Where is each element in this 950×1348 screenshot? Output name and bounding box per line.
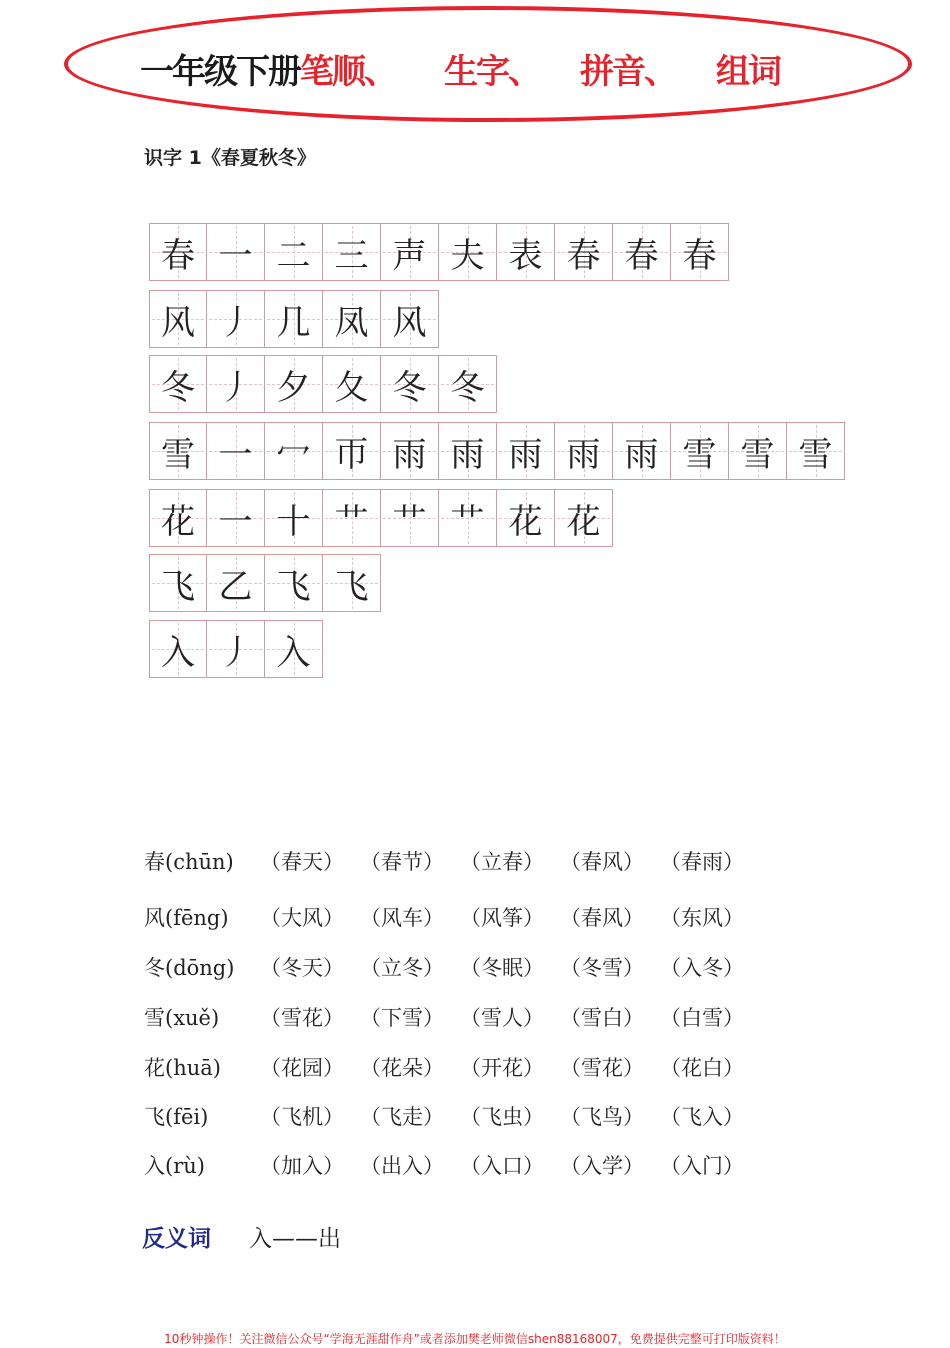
stroke-glyph: 雨 <box>566 434 601 475</box>
stroke-glyph: 三 <box>334 235 369 276</box>
stroke-glyph: 雪 <box>682 434 717 475</box>
stroke-cell-step <box>323 489 381 547</box>
stroke-cell-step <box>613 422 671 480</box>
stroke-glyph: 春 <box>566 235 601 276</box>
word-item: （飞虫） <box>460 1105 544 1129</box>
word-item: （出入） <box>360 1154 444 1178</box>
stroke-cell-step <box>323 223 381 281</box>
footer-note: 10秒钟操作！关注微信公众号“学海无涯甜作舟”或者添加樊老师微信shen88168007，免费提供完整可打印版资料！ <box>164 1332 786 1346</box>
stroke-row <box>149 223 729 281</box>
word-item: （入学） <box>560 1154 644 1178</box>
stroke-glyph: 丿 <box>218 302 253 343</box>
stroke-glyph: 夫 <box>450 235 485 276</box>
stroke-row <box>149 620 323 678</box>
stroke-glyph: 飞 <box>334 566 369 607</box>
stroke-glyph: 飞 <box>276 566 311 607</box>
word-item: （飞入） <box>660 1105 744 1129</box>
stroke-row <box>149 489 613 547</box>
word-item: （花朵） <box>360 1056 444 1080</box>
stroke-cell-char <box>149 355 207 413</box>
title-word-groups: 组词 <box>716 51 780 92</box>
word-item: （开花） <box>460 1056 544 1080</box>
word-item: （花白） <box>660 1056 744 1080</box>
word-item: （飞走） <box>360 1105 444 1129</box>
word-line <box>144 952 234 982</box>
word-item: （花园） <box>260 1056 344 1080</box>
stroke-cell-step <box>265 223 323 281</box>
stroke-cell-step <box>323 290 381 348</box>
stroke-cell-step <box>265 620 323 678</box>
word-item: （冬眠） <box>460 956 544 980</box>
lesson-title: 识字 1《春夏秋冬》 <box>144 147 316 169</box>
stroke-cell-step <box>729 422 787 480</box>
stroke-cell-char <box>149 620 207 678</box>
word-line <box>144 846 234 876</box>
stroke-glyph: 雪 <box>740 434 775 475</box>
stroke-cell-step <box>323 422 381 480</box>
stroke-cell-step <box>207 355 265 413</box>
stroke-glyph: 冖 <box>276 434 311 475</box>
stroke-glyph: 春 <box>161 235 195 276</box>
antonym-label: 反义词 <box>142 1226 211 1252</box>
stroke-cell-step <box>613 223 671 281</box>
word-head: 春(chūn) <box>144 850 234 874</box>
stroke-glyph: 丿 <box>218 632 253 673</box>
stroke-cell-char <box>149 489 207 547</box>
stroke-cell-char <box>149 290 207 348</box>
word-line <box>144 1101 208 1131</box>
stroke-cell-step <box>381 489 439 547</box>
word-head: 雪(xuě) <box>144 1006 220 1030</box>
word-head: 风(fēng) <box>144 906 229 930</box>
stroke-glyph: 飞 <box>161 566 195 607</box>
stroke-glyph: 冬 <box>161 367 195 408</box>
stroke-glyph: 花 <box>161 501 195 542</box>
stroke-glyph: 艹 <box>450 501 485 542</box>
stroke-glyph: 入 <box>161 632 195 673</box>
word-head: 飞(fēi) <box>144 1105 209 1129</box>
stroke-cell-step <box>439 489 497 547</box>
stroke-glyph: 声 <box>392 235 427 276</box>
title-grade: 一年级下册 <box>140 51 300 92</box>
title-stroke-order: 笔顺、 <box>300 51 396 92</box>
stroke-glyph: 丿 <box>218 367 253 408</box>
word-item: （下雪） <box>360 1006 444 1030</box>
stroke-glyph: 雨 <box>450 434 485 475</box>
stroke-row <box>149 355 497 413</box>
stroke-glyph: 雪 <box>798 434 833 475</box>
word-item: （飞机） <box>260 1105 344 1129</box>
stroke-cell-step <box>265 355 323 413</box>
stroke-cell-step <box>207 422 265 480</box>
word-item: （立春） <box>460 850 544 874</box>
stroke-glyph: 夕 <box>276 367 311 408</box>
word-item: （雪花） <box>260 1006 344 1030</box>
stroke-glyph: 帀 <box>334 434 369 475</box>
stroke-glyph: 艹 <box>334 501 369 542</box>
word-item: （春风） <box>560 850 644 874</box>
stroke-cell-step <box>555 422 613 480</box>
stroke-cell-step <box>555 223 613 281</box>
stroke-glyph: 一 <box>218 501 253 542</box>
word-item: （东风） <box>660 906 744 930</box>
stroke-cell-step <box>265 422 323 480</box>
antonym-pair: 入——出 <box>249 1226 341 1252</box>
stroke-cell-step <box>381 290 439 348</box>
word-line <box>144 1052 221 1082</box>
stroke-glyph: 春 <box>682 235 717 276</box>
word-item: （春雨） <box>660 850 744 874</box>
stroke-glyph: 夂 <box>334 367 369 408</box>
stroke-row <box>149 554 381 612</box>
stroke-glyph: 雨 <box>508 434 543 475</box>
stroke-glyph: 冬 <box>392 367 427 408</box>
word-item: （立冬） <box>360 956 444 980</box>
stroke-glyph: 雨 <box>392 434 427 475</box>
stroke-glyph: 凤 <box>334 302 369 343</box>
word-item: （飞鸟） <box>560 1105 644 1129</box>
stroke-cell-char <box>149 422 207 480</box>
stroke-cell-step <box>787 422 845 480</box>
stroke-cell-step <box>207 223 265 281</box>
page-title <box>140 40 780 96</box>
word-item: （大风） <box>260 906 344 930</box>
word-item: （春风） <box>560 906 644 930</box>
stroke-cell-step <box>207 290 265 348</box>
title-new-chars: 生字、 <box>444 51 540 92</box>
stroke-cell-char <box>149 223 207 281</box>
stroke-cell-step <box>439 223 497 281</box>
stroke-glyph: 雨 <box>624 434 659 475</box>
stroke-row <box>149 422 845 480</box>
antonym-section <box>142 1220 341 1253</box>
stroke-cell-step <box>439 355 497 413</box>
word-head: 入(rù) <box>144 1154 205 1178</box>
word-line <box>144 1150 205 1180</box>
stroke-glyph: 风 <box>161 302 195 343</box>
stroke-glyph: 乙 <box>218 566 253 607</box>
word-item: （冬天） <box>260 956 344 980</box>
word-item: （春节） <box>360 850 444 874</box>
word-head: 冬(dōng) <box>144 956 235 980</box>
stroke-cell-step <box>323 355 381 413</box>
stroke-cell-step <box>671 422 729 480</box>
word-line <box>144 1002 219 1032</box>
stroke-glyph: 春 <box>624 235 659 276</box>
stroke-glyph: 表 <box>508 235 543 276</box>
word-item: （春天） <box>260 850 344 874</box>
stroke-cell-step <box>381 223 439 281</box>
title-pinyin: 拼音、 <box>580 51 676 92</box>
stroke-glyph: 几 <box>276 302 311 343</box>
word-head: 花(huā) <box>144 1056 221 1080</box>
stroke-cell-step <box>497 489 555 547</box>
word-item: （雪人） <box>460 1006 544 1030</box>
stroke-cell-step <box>555 489 613 547</box>
stroke-cell-step <box>207 554 265 612</box>
stroke-glyph: 雪 <box>161 434 195 475</box>
stroke-glyph: 艹 <box>392 501 427 542</box>
word-item: （白雪） <box>660 1006 744 1030</box>
word-item: （入口） <box>460 1154 544 1178</box>
stroke-cell-char <box>149 554 207 612</box>
stroke-cell-step <box>265 554 323 612</box>
stroke-cell-step <box>265 290 323 348</box>
word-line <box>144 902 229 932</box>
word-item: （加入） <box>260 1154 344 1178</box>
stroke-glyph: 花 <box>508 501 543 542</box>
stroke-glyph: 十 <box>276 501 311 542</box>
stroke-row <box>149 290 439 348</box>
stroke-glyph: 冬 <box>450 367 485 408</box>
word-item: （风筝） <box>460 906 544 930</box>
stroke-cell-step <box>497 223 555 281</box>
stroke-cell-step <box>381 422 439 480</box>
stroke-glyph: 风 <box>392 302 427 343</box>
stroke-glyph: 花 <box>566 501 601 542</box>
stroke-cell-step <box>671 223 729 281</box>
stroke-glyph: 入 <box>276 632 311 673</box>
stroke-cell-step <box>497 422 555 480</box>
stroke-cell-step <box>323 554 381 612</box>
word-item: （雪花） <box>560 1056 644 1080</box>
stroke-glyph: 二 <box>276 235 311 276</box>
word-item: （入门） <box>660 1154 744 1178</box>
stroke-cell-step <box>439 422 497 480</box>
stroke-cell-step <box>207 489 265 547</box>
stroke-cell-step <box>265 489 323 547</box>
stroke-cell-step <box>207 620 265 678</box>
word-item: （冬雪） <box>560 956 644 980</box>
word-item: （入冬） <box>660 956 744 980</box>
stroke-glyph: 一 <box>218 235 253 276</box>
stroke-glyph: 一 <box>218 434 253 475</box>
stroke-cell-step <box>381 355 439 413</box>
word-item: （风车） <box>360 906 444 930</box>
word-item: （雪白） <box>560 1006 644 1030</box>
